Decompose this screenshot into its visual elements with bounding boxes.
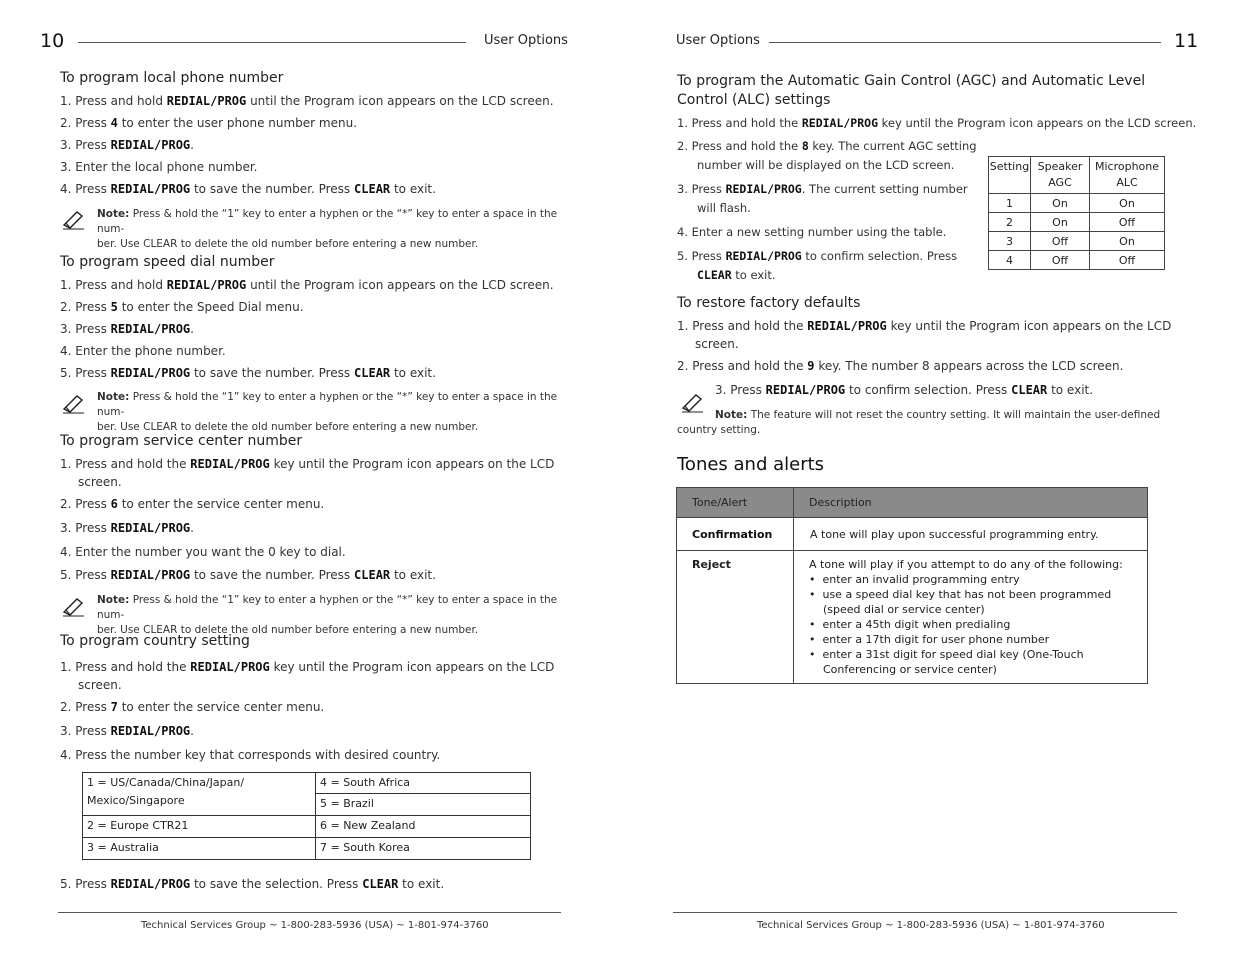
footer-rule-left bbox=[58, 912, 561, 913]
step-text: key until the Program icon appears on the LCD screen. bbox=[878, 116, 1197, 130]
agc-alc-settings-table bbox=[988, 156, 1165, 270]
key-name: REDIAL/PROG bbox=[110, 521, 191, 535]
key-name: REDIAL/PROG bbox=[110, 138, 191, 152]
key-name: REDIAL/PROG bbox=[190, 660, 270, 674]
step-line: screen. bbox=[695, 337, 739, 351]
country-cell-1: 1 = US/Canada/China/Japan/ Mexico/Singapore bbox=[83, 773, 316, 816]
step-text: 3. Press bbox=[715, 383, 766, 397]
step-text: 1. Press and hold the bbox=[677, 116, 802, 130]
step-line bbox=[60, 344, 226, 358]
step-text: 2. Press bbox=[60, 700, 111, 714]
step-line bbox=[60, 568, 436, 582]
key-name: REDIAL/PROG bbox=[190, 457, 270, 471]
step-text: to confirm selection. Press bbox=[801, 249, 958, 263]
step-text: to exit. bbox=[731, 268, 776, 282]
key-name: REDIAL/PROG bbox=[110, 724, 191, 738]
step-line bbox=[60, 160, 257, 174]
step-text: . bbox=[190, 521, 194, 535]
step-line bbox=[697, 268, 776, 282]
note-service bbox=[97, 593, 567, 638]
step-line bbox=[677, 359, 1123, 373]
note-text-2: ber. Use CLEAR to delete the old number before entering a new number. bbox=[97, 421, 479, 433]
step-text: 2. Press bbox=[60, 116, 111, 130]
page-number-right: 11 bbox=[1174, 30, 1199, 52]
step-text: to save the number. Press bbox=[190, 182, 355, 196]
note-text-2: ber. Use CLEAR to delete the old number before entering a new number. bbox=[97, 238, 479, 250]
step-text: key. The number 8 appears across the LCD screen. bbox=[814, 359, 1124, 373]
step-line bbox=[715, 383, 1093, 397]
key-name: REDIAL/PROG bbox=[725, 249, 802, 263]
footer-rule-right bbox=[673, 912, 1177, 913]
step-text: . The current setting number bbox=[801, 182, 968, 196]
agc-header-setting: Setting bbox=[989, 157, 1031, 194]
step-text: 3. Press bbox=[60, 322, 111, 336]
country-cell-5: 5 = Brazil bbox=[316, 794, 531, 816]
step-text: to enter the user phone number menu. bbox=[117, 116, 358, 130]
reject-item: • use a speed dial key that has not been programmed bbox=[809, 588, 1112, 601]
reject-item: • enter a 31st digit for speed dial key (One-Touch bbox=[809, 648, 1084, 661]
agc-row bbox=[989, 213, 1165, 232]
heading-country-setting: To program country setting bbox=[60, 633, 250, 649]
step-line: 4. Enter a new setting number using the table. bbox=[677, 225, 947, 239]
key-name: REDIAL/PROG bbox=[166, 94, 247, 108]
agc-cell: Off bbox=[1031, 251, 1090, 270]
key-name: CLEAR bbox=[354, 568, 391, 582]
key-name: 6 bbox=[110, 497, 118, 511]
heading-agc-alc: To program the Automatic Gain Control (AGC) and Automatic Level Control (ALC) settings bbox=[677, 73, 1146, 108]
step-line bbox=[677, 182, 968, 196]
step-text: to exit. bbox=[398, 877, 445, 891]
country-cell-6: 6 = New Zealand bbox=[316, 816, 531, 838]
tone-desc-confirmation: A tone will play upon successful programming entry. bbox=[794, 518, 1148, 551]
key-name: REDIAL/PROG bbox=[110, 322, 191, 336]
step-line bbox=[60, 182, 436, 196]
reject-item: • enter a 17th digit for user phone number bbox=[809, 633, 1050, 646]
step-text: to exit. bbox=[1047, 383, 1094, 397]
agc-header-microphone: Microphone ALC bbox=[1090, 157, 1165, 194]
note-pencil-icon bbox=[62, 210, 86, 230]
agc-cell: On bbox=[1090, 194, 1165, 213]
step-text: . bbox=[190, 322, 194, 336]
agc-cell: 4 bbox=[989, 251, 1031, 270]
step-text: to save the number. Press bbox=[190, 366, 355, 380]
step-text: to exit. bbox=[390, 568, 436, 582]
agc-cell: On bbox=[1031, 213, 1090, 232]
step-text: 1. Press and hold bbox=[60, 94, 167, 108]
step-text: 3. Press bbox=[677, 182, 726, 196]
footer-right: Technical Services Group ~ 1-800-283-5936 (USA) ~ 1-801-974-3760 bbox=[757, 920, 1105, 931]
step-text: . bbox=[190, 724, 194, 738]
note-restore-text-2: country setting. bbox=[677, 424, 761, 436]
tones-col-description: Description bbox=[794, 488, 1148, 518]
step-text: key. The current AGC setting bbox=[808, 139, 977, 153]
header-rule-left bbox=[78, 42, 466, 43]
step-text: to confirm selection. Press bbox=[845, 383, 1012, 397]
key-name: 5 bbox=[110, 300, 118, 314]
country-cell-4: 4 = South Africa bbox=[316, 773, 531, 794]
step-text: 5. Press bbox=[677, 249, 726, 263]
step-text: to exit. bbox=[390, 182, 436, 196]
note-text-1: Press & hold the “1” key to enter a hyphen or the “*” key to enter a space in the num- bbox=[97, 594, 558, 621]
step-text: 2. Press bbox=[60, 497, 111, 511]
reject-item: Conferencing or service center) bbox=[809, 663, 997, 676]
step-text: screen. bbox=[78, 475, 122, 489]
step-line bbox=[60, 700, 324, 714]
tone-desc-reject bbox=[794, 551, 1148, 684]
agc-cell: 1 bbox=[989, 194, 1031, 213]
step-text: 1. Press and hold the bbox=[60, 457, 191, 471]
key-name: REDIAL/PROG bbox=[110, 568, 191, 582]
running-head-right: User Options bbox=[676, 33, 760, 48]
agc-cell: Off bbox=[1031, 232, 1090, 251]
step-line bbox=[60, 322, 194, 336]
heading-tones-alerts: Tones and alerts bbox=[677, 454, 825, 475]
agc-row bbox=[989, 232, 1165, 251]
reject-item: (speed dial or service center) bbox=[809, 603, 985, 616]
step-text: key until the Program icon appears on the LCD bbox=[269, 457, 555, 471]
step-text: 5. Press bbox=[60, 568, 111, 582]
key-name: REDIAL/PROG bbox=[166, 278, 247, 292]
step-text: 4. Press bbox=[60, 182, 111, 196]
step-line bbox=[78, 678, 122, 692]
agc-cell: 2 bbox=[989, 213, 1031, 232]
key-name: REDIAL/PROG bbox=[725, 182, 802, 196]
key-name: 4 bbox=[110, 116, 118, 130]
note-label: Note: bbox=[97, 391, 130, 403]
key-name: REDIAL/PROG bbox=[765, 383, 846, 397]
step-text: 4. Press the number key that corresponds with desired country. bbox=[60, 748, 441, 762]
key-name: CLEAR bbox=[697, 268, 732, 282]
step-line bbox=[60, 366, 436, 380]
step-text: key until the Program icon appears on the LCD bbox=[269, 660, 555, 674]
step-text: 3. Press bbox=[60, 521, 111, 535]
step-line: will flash. bbox=[697, 201, 751, 215]
heading-service-center: To program service center number bbox=[60, 433, 303, 449]
step-line bbox=[677, 249, 957, 263]
step-text: to enter the service center menu. bbox=[117, 700, 325, 714]
note-text-2: ber. Use CLEAR to delete the old number before entering a new number. bbox=[97, 624, 479, 636]
step-text: until the Program icon appears on the LCD screen. bbox=[246, 94, 554, 108]
step-text: 2. Press and hold the bbox=[677, 139, 802, 153]
key-name: REDIAL/PROG bbox=[807, 319, 887, 333]
key-name: REDIAL/PROG bbox=[801, 116, 879, 130]
step-line bbox=[60, 724, 194, 738]
step-line bbox=[677, 319, 1171, 333]
agc-row bbox=[989, 251, 1165, 270]
step-line bbox=[60, 300, 304, 314]
step-text: key until the Program icon appears on the LCD bbox=[886, 319, 1172, 333]
page-number-left: 10 bbox=[40, 30, 65, 52]
note-text-1: Press & hold the “1” key to enter a hyphen or the “*” key to enter a space in the num- bbox=[97, 208, 558, 235]
reject-item: • enter a 45th digit when predialing bbox=[809, 618, 1011, 631]
step-line bbox=[60, 94, 554, 108]
step-line bbox=[60, 521, 194, 535]
heading-local-phone: To program local phone number bbox=[60, 70, 284, 86]
header-rule-right bbox=[769, 42, 1161, 43]
step-line bbox=[78, 475, 122, 489]
step-text: 4. Enter the number you want the 0 key to dial. bbox=[60, 545, 346, 559]
note-pencil-icon bbox=[62, 394, 86, 414]
step-line bbox=[677, 116, 1196, 130]
step-text: to save the selection. Press bbox=[190, 877, 363, 891]
step-text: until the Program icon appears on the LCD screen. bbox=[246, 278, 554, 292]
step-text: 1. Press and hold the bbox=[677, 319, 808, 333]
key-name: CLEAR bbox=[354, 182, 391, 196]
agc-cell: Off bbox=[1090, 213, 1165, 232]
step-text: to exit. bbox=[390, 366, 436, 380]
tone-name-confirmation: Confirmation bbox=[677, 518, 794, 551]
tones-alerts-table bbox=[676, 487, 1148, 684]
step-line bbox=[60, 877, 444, 891]
step-text: 5. Press bbox=[60, 366, 111, 380]
agc-row bbox=[989, 194, 1165, 213]
step-text: 3. Press bbox=[60, 724, 111, 738]
step-line bbox=[677, 139, 977, 153]
note-text-1: Press & hold the “1” key to enter a hyphen or the “*” key to enter a space in the num- bbox=[97, 391, 558, 418]
step-line bbox=[60, 278, 554, 292]
step-text: to enter the Speed Dial menu. bbox=[117, 300, 304, 314]
running-head-left: User Options bbox=[484, 33, 568, 48]
key-name: REDIAL/PROG bbox=[110, 182, 191, 196]
country-cell-2: 2 = Europe CTR21 bbox=[83, 816, 316, 838]
step-line: number will be displayed on the LCD screen. bbox=[697, 158, 955, 172]
step-text: screen. bbox=[78, 678, 122, 692]
step-line bbox=[60, 545, 346, 559]
step-line bbox=[60, 660, 554, 674]
step-text: to save the number. Press bbox=[190, 568, 355, 582]
step-text: 2. Press bbox=[60, 300, 111, 314]
heading-restore-defaults: To restore factory defaults bbox=[677, 295, 861, 311]
note-local bbox=[97, 207, 567, 252]
footer-left: Technical Services Group ~ 1-800-283-5936 (USA) ~ 1-801-974-3760 bbox=[141, 920, 489, 931]
key-name: REDIAL/PROG bbox=[110, 366, 191, 380]
note-pencil-icon bbox=[62, 597, 86, 617]
key-name: REDIAL/PROG bbox=[110, 877, 191, 891]
heading-speed-dial: To program speed dial number bbox=[60, 254, 275, 270]
key-name: 7 bbox=[110, 700, 118, 714]
step-line bbox=[60, 457, 554, 471]
agc-cell: On bbox=[1090, 232, 1165, 251]
country-code-table bbox=[82, 772, 531, 860]
key-name: 9 bbox=[807, 359, 815, 373]
country-cell-3: 3 = Australia bbox=[83, 838, 316, 860]
key-name: CLEAR bbox=[354, 366, 391, 380]
step-text: 4. Enter the phone number. bbox=[60, 344, 226, 358]
step-line bbox=[60, 138, 194, 152]
agc-cell: Off bbox=[1090, 251, 1165, 270]
agc-cell: 3 bbox=[989, 232, 1031, 251]
note-speed bbox=[97, 390, 567, 435]
note-label: Note: bbox=[97, 594, 130, 606]
tones-col-tone-alert: Tone/Alert bbox=[677, 488, 794, 518]
agc-header-speaker: Speaker AGC bbox=[1031, 157, 1090, 194]
step-line bbox=[60, 497, 324, 511]
step-text: . bbox=[190, 138, 194, 152]
step-text: 5. Press bbox=[60, 877, 111, 891]
reject-item: • enter an invalid programming entry bbox=[809, 573, 1020, 586]
key-name: CLEAR bbox=[1011, 383, 1048, 397]
key-name: 8 bbox=[801, 139, 809, 153]
agc-cell: On bbox=[1031, 194, 1090, 213]
step-line bbox=[60, 748, 440, 762]
reject-intro: A tone will play if you attempt to do any of the following: bbox=[809, 558, 1123, 571]
tone-name-reject: Reject bbox=[677, 551, 794, 684]
step-line bbox=[60, 116, 357, 130]
reject-items bbox=[809, 572, 1146, 677]
country-cell-7: 7 = South Korea bbox=[316, 838, 531, 860]
note-restore-text-1: The feature will not reset the country setting. It will maintain the user-defined bbox=[750, 409, 1161, 421]
note-restore bbox=[677, 408, 1179, 438]
step-text: 3. Enter the local phone number. bbox=[60, 160, 258, 174]
step-text: 1. Press and hold bbox=[60, 278, 167, 292]
key-name: CLEAR bbox=[362, 877, 399, 891]
step-text: 3. Press bbox=[60, 138, 111, 152]
step-text: to enter the service center menu. bbox=[117, 497, 325, 511]
step-text: 2. Press and hold the bbox=[677, 359, 808, 373]
step-text: 1. Press and hold the bbox=[60, 660, 191, 674]
note-label: Note: bbox=[715, 409, 748, 421]
note-label: Note: bbox=[97, 208, 130, 220]
